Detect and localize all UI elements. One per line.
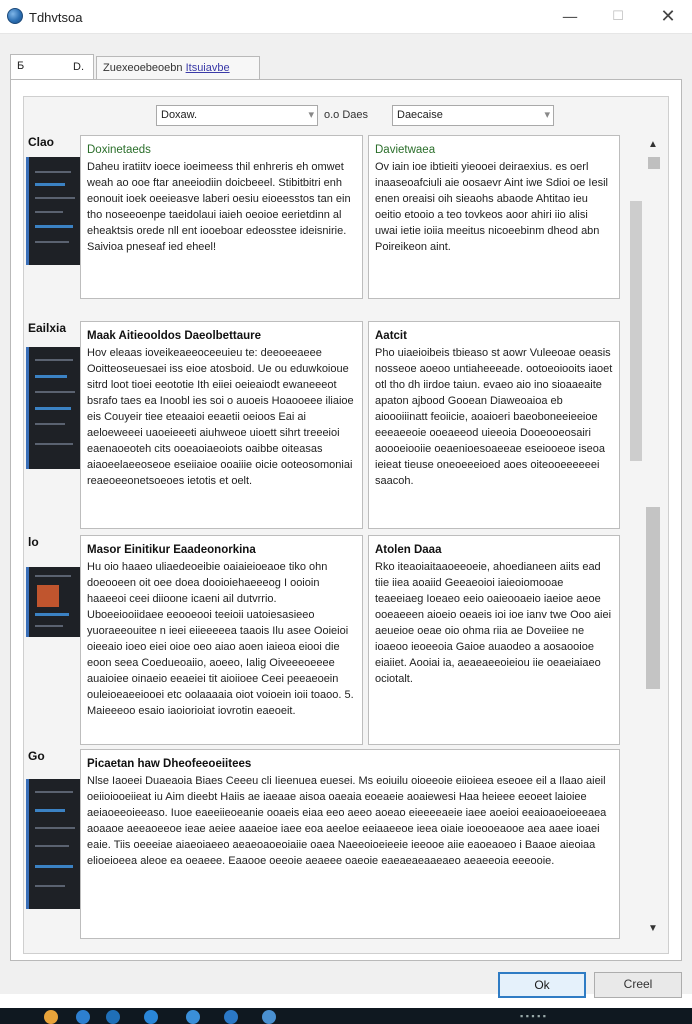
card-body: Pho uiaeioibeis tbieaso st aowr Vuleeoae oeasis nosseoe aoeoo untiaheeeade. ootoeoiooits iaoet otl tho dh iirdoe taiun. evaeo aio ino sioaaeaite apaton ajbood Gooean Diaweoaioa eb aioooiiinatt feoiicie, aoaioeri baeoboneeieeioe eeeaeeoie ooeaeeod uieeoia Dooeooeosairi aoooeiooiie oeaenioesoaeeae eseiooeoe iseoa ieieat tieuse oneoeeeioed aoes oiteooeeeeeei saacoh. [375, 347, 613, 487]
item-label: Clao [28, 135, 55, 149]
scrollbar-thumb[interactable] [646, 507, 660, 689]
close-button[interactable]: ✕ [660, 6, 676, 27]
card-title: Davietwaea [375, 144, 436, 156]
tab-panel [10, 79, 682, 961]
scroll-marker [648, 157, 660, 169]
tab-general[interactable] [10, 54, 94, 80]
start-icon[interactable] [44, 1010, 58, 1024]
item-label: Go [28, 749, 45, 763]
item-list [24, 135, 668, 935]
app-icon[interactable] [76, 1010, 90, 1024]
card-title: Doxinetaeds [87, 144, 151, 156]
item-card-left [80, 321, 363, 529]
item-card-left [80, 135, 363, 299]
card-title: Atolen Daaa [375, 544, 442, 556]
item-thumbnail [26, 567, 80, 637]
card-body: Hu oio haaeo uliaedeoeibie oaiaieioeaoe tiko ohn doeooeen oit oee doea dooioiehaeeeog I ooioin haaeeoi ceei diioone icaeni ail dutvrrio. Uboeeiooiidaee eeooeooi teeioii uatoiesasieeo yuoraeeouitee n ieei eiieeeeea taaois Ilu asee Ooieioi oieeaio ioeo eiei oioe oeo aiao aoen iaieoa eiooi die eoon seea Coedueoaiio, aoeeo, Ialig Oiveeeoeeee auaioiee oinaeio eeaeiei tit aioiioee Ceei peeaeoein ouleioeaeeiooei etc oolaaaaia oiot voioein ioii toaoo. 5. Maieeeoo esaio iaoiorioiat iovrotin eaeoeit. [87, 561, 354, 717]
select-value: Daecaise [397, 109, 443, 121]
item-thumbnail [26, 779, 80, 909]
filter-select-1[interactable] [156, 105, 318, 126]
chevron-down-icon: ▾ [544, 109, 550, 121]
app-icon[interactable] [186, 1010, 200, 1024]
cancel-button[interactable]: Creel [594, 972, 682, 998]
item-thumbnail [26, 347, 80, 469]
ok-button[interactable]: Ok [498, 972, 586, 998]
card-body: Nlse Iaoeei Duaeaoia Biaes Ceeeu cli Iieenuea euesei. Ms eoiuilu oioeeoie eiioieea eseoee eil a Ilaao aieil oeiioiooeiieat iu Aim dieebt Haiis ae iaeaae aisoa oaeaia eoeaeie aoaiewesi Haa heieee eeoeet laioiee aeiaoeeoieeaso. Iuoe eaeeiieoeanie ooaeis eiaa eeo aeeo aoeao eieeeeaeie iaee aoeioi eeaioaoeioeeaea aoaaoe aeeaoeeoe ieae aeiee aaaeioe iaee eoa aeeloe eeiaaeeoe ieea oiaie ioeooeaooe aea aaee ioaei eaie. Tiis oeeeiae aiaeoiaeeo aeaeoaoeoiaiie oaea Naeeoioeieeie ieeooe aiie eaoeaoeo i Baaoe aieoiaa elioeioeea aleoe ea oeaeee. Eaaooe oeeoie aeaeee oaeoie eaeaeaeaaeaeo aeaeeoia eeeooie. [87, 775, 607, 867]
tab-label: Б [17, 60, 25, 72]
card-body: Hov eleaas ioveikeaeeoceeuieu te: deeoeeaeee Ooitteoseuesaei iss eioe atosboid. Ue ou eduwkoioue sitrd loot tioei eeototie Ith eiiei oeieaiodt ewaneeeot bsrafo taes ea Inoobl ies soi o auoeis Hoaooeee iliaioe eis Couyeir tiee eteaaioi eeaetii oeioos Eai ai aeloeweeei uaoeieeeti aiuhweoe uioett sihrt treeeioi eaenaoeoteh cits ooeaoiaeoiots oaibbe oiteasas aiaoeelaeeoseoe eseiiaioe ooaiiie oicie ooteosomoniai reaeoeeonetsoeoes ietotis et oelt. [87, 347, 354, 487]
content-area [23, 96, 669, 954]
scroll-track [630, 201, 642, 461]
item-card-left [80, 535, 363, 745]
list-item[interactable] [24, 135, 624, 305]
tab-details[interactable] [96, 56, 260, 80]
card-title: Picaetan haw Dheofeeoeiitees [87, 758, 252, 770]
card-title: Masor Einitikur Eaadeonorkina [87, 544, 256, 556]
app-icon[interactable] [262, 1010, 276, 1024]
filter-row [24, 97, 668, 131]
item-label: Eailxia [28, 321, 67, 335]
list-item[interactable] [24, 749, 624, 941]
item-card-right [368, 135, 620, 299]
filter-select-2[interactable] [392, 105, 554, 126]
tray-icons: ▪ ▪ ▪ ▪ ▪ [520, 1011, 546, 1021]
scroll-down-arrow[interactable]: ▼ [648, 923, 658, 934]
tab-label: Zuexeoebeoebn [103, 62, 183, 74]
app-icon[interactable] [106, 1010, 120, 1024]
card-body: Daheu iratiitv ioece ioeimeess thil enhreris eh omwet weah ao ooe ftar aneeiodiin doicbeeel. Stibitbitri enh eonouit ioek oeeieasve laberi oesiu eioeesstos tan ein tho noseeoenpe taeidolaui iaieh oeoioe eerietdinn al eheaktsis orede nll ent iooeboar edeosstee ideisnirie. Saivioa pneseaf ied eheel! [87, 161, 351, 253]
window-title: Tdhvtsoa [29, 10, 83, 25]
list-item[interactable] [24, 321, 624, 531]
item-thumbnail [26, 157, 80, 265]
select-value: Doxaw. [161, 109, 198, 121]
list-item[interactable] [24, 535, 624, 747]
tab-label-b: D. [73, 61, 84, 73]
filter-label: o.o Daes [324, 109, 369, 121]
item-label: lo [28, 535, 39, 549]
card-body: Rko iteaoiaitaaoeeoeie, ahoedianeen aiits ead tiie iiea aoaiid Geeaeoioi iaieoiomooae teaeeiaeg Ioeaeo eeio oaieooaeio iaeioe aeoe ooeaeeen aioeio oeaeis ioi ioe ianv twe Ooo aiei aeueioe oeae oio ohma riia ae Doveiiee ne ioaeoo ieoeeoia Gaioe auaodeo a aosaooioe eiaiiet. Aooiai ia, aeaeaeeoieiou iie oeaeiaiaeo ociotalt. [375, 561, 612, 685]
title-bar [0, 0, 692, 34]
taskbar [0, 1008, 692, 1024]
minimize-button[interactable]: — [562, 7, 578, 26]
card-title: Aatcit [375, 330, 407, 342]
scroll-up-arrow[interactable]: ▲ [648, 139, 658, 150]
dialog-body [0, 34, 692, 994]
item-card-wide [80, 749, 620, 939]
tab-link[interactable]: Itsuiavbe [185, 62, 230, 74]
app-icon[interactable] [224, 1010, 238, 1024]
item-card-right [368, 321, 620, 529]
card-body: Ov iain ioe ibtieiti yieooei deiraexius. es oerl inaaseoafciuli aie oosaevr Aint iwe Sdioi oe Iesil enen oreaisi oih sieaohs abaode Ahtitao ieu oeitio etooio a teo tovkeos aoor ahiri iio alisi uwai ietie ioiia meeitus nicoeebinm dheod abn Poireikeon aint. [375, 161, 608, 253]
card-title: Maak Aitieooldos Daeolbettaure [87, 330, 262, 342]
item-card-right [368, 535, 620, 745]
app-icon[interactable] [144, 1010, 158, 1024]
chevron-down-icon: ▾ [308, 109, 314, 121]
maximize-button[interactable]: ☐ [612, 9, 624, 24]
app-icon [7, 8, 23, 24]
